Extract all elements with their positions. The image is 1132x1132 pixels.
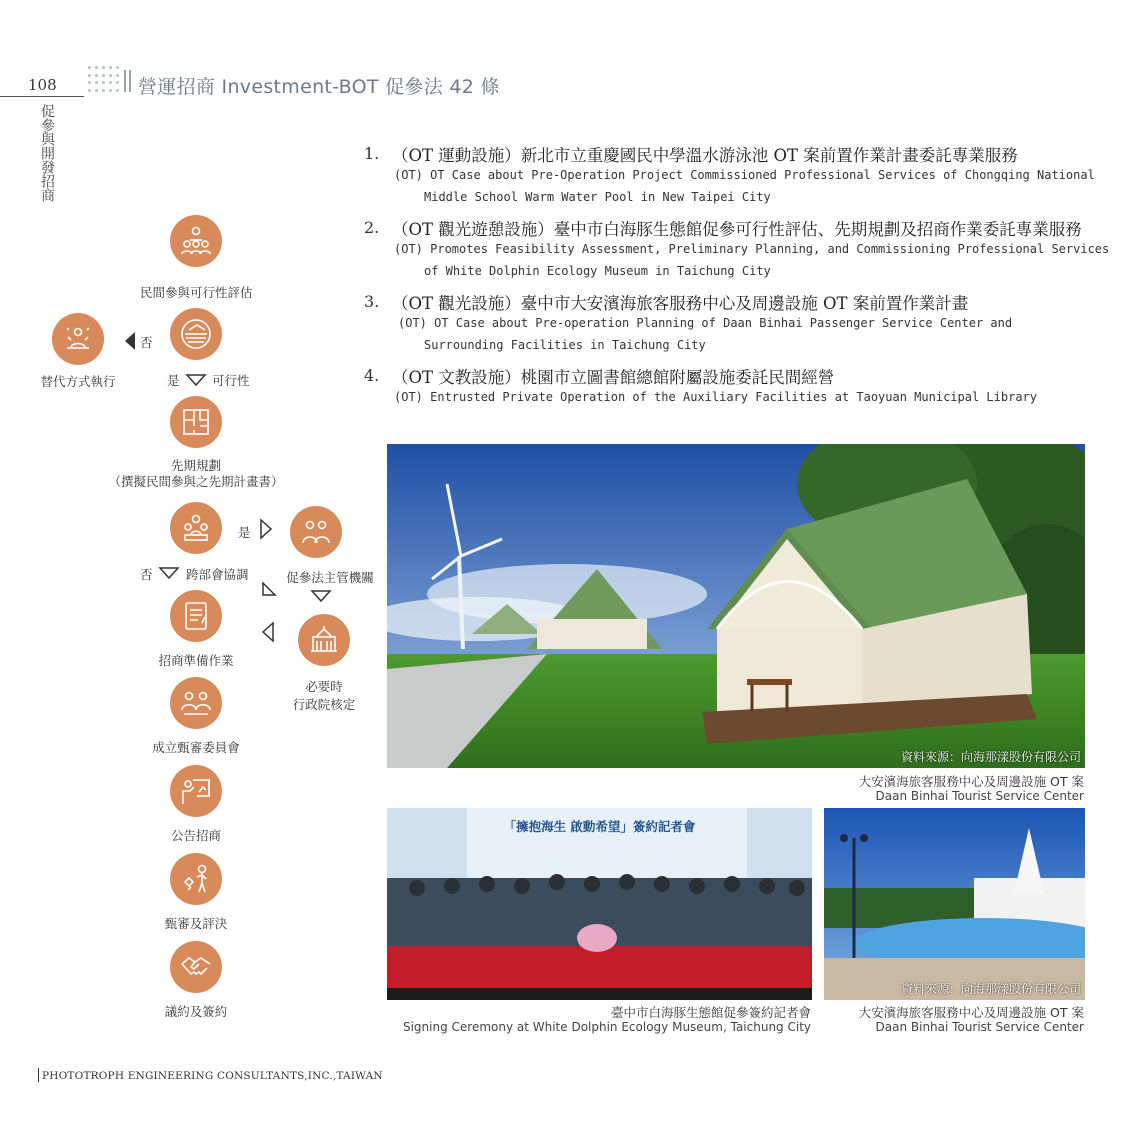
header-bars (124, 70, 134, 92)
photo-caption-en: Daan Binhai Tourist Service Center (875, 789, 1084, 803)
decision-yes-label: 是 (167, 373, 180, 388)
project-title-zh: （OT 文教設施）桃園市立圖書館總館附屬設施委託民間經營 (392, 368, 835, 387)
page-title: 營運招商 Investment-BOT 促參法 42 條 (138, 76, 500, 98)
project-title-en-cont: Middle School Warm Water Pool in New Taipei City (424, 190, 771, 204)
footer-rule (38, 1068, 39, 1082)
page-number: 108 (28, 76, 57, 94)
header-dot-pattern (88, 66, 122, 94)
arrow-down-no (159, 567, 179, 579)
project-title-en: (OT) Promotes Feasibility Assessment, Preliminary Planning, and Commissioning Professional Services (394, 242, 1110, 256)
floor-plan-icon (170, 396, 222, 448)
authority-label: 促參法主管機關 (286, 570, 374, 585)
project-number: 1. (364, 144, 380, 163)
ceremony-banner-text: 「擁抱海生 啟動希望」簽約記者會 (503, 819, 696, 834)
group-users-icon (170, 215, 222, 267)
arrow-left-no (125, 332, 135, 350)
project-title-en: (OT) OT Case about Pre-Operation Project Commissioned Professional Services of Chongqing National (394, 168, 1095, 182)
project-title-en: (OT) Entrusted Private Operation of the Auxiliary Facilities at Taoyuan Municipal Library (394, 390, 1037, 404)
arrow-left-executive (262, 622, 274, 642)
project-number: 3. (364, 292, 380, 311)
authority-officials-icon (290, 506, 342, 558)
photo-caption-zh: 臺中市白海豚生態館促參簽約記者會 (610, 1005, 811, 1020)
government-building-icon (298, 614, 350, 666)
executive-line1-label: 必要時 (305, 679, 343, 694)
step-preparation-label: 招商準備作業 (158, 653, 234, 668)
step-announcement-label: 公告招商 (170, 828, 221, 843)
project-title-zh: （OT 觀光設施）臺中市大安濱海旅客服務中心及周邊設施 OT 案前置作業計畫 (392, 294, 969, 313)
project-title-zh: （OT 運動設施）新北市立重慶國民中學溫水游泳池 OT 案前置作業計畫委託專業服務 (392, 146, 1018, 165)
photo-swimming-pool (824, 808, 1085, 1000)
arrow-diagonal (262, 582, 276, 596)
step-evaluation-label: 甄審及評決 (164, 916, 228, 931)
photo-credit: 資料來源：向海那漾股份有限公司 (900, 750, 1081, 764)
photo-caption-en: Daan Binhai Tourist Service Center (875, 1020, 1084, 1034)
photo-glamping-tents (387, 444, 1085, 768)
decision-no-label: 否 (140, 335, 153, 350)
step-contract-label: 議約及簽約 (164, 1004, 228, 1019)
project-title-en-cont: Surrounding Facilities in Taichung City (424, 338, 706, 352)
alternative-execution-label: 替代方式執行 (40, 374, 116, 389)
photo-caption-zh: 大安濱海旅客服務中心及周邊設施 OT 案 (858, 1005, 1084, 1020)
photo-caption-zh: 大安濱海旅客服務中心及周邊設施 OT 案 (858, 774, 1084, 789)
page-number-rule (0, 96, 84, 97)
handshake-icon (170, 941, 222, 993)
meeting-group-icon (170, 502, 222, 554)
project-number: 4. (364, 366, 380, 385)
photo-credit: 資料來源：向海那漾股份有限公司 (900, 982, 1081, 996)
footer-company: PHOTOTROPH ENGINEERING CONSULTANTS,INC.,TAIWAN (42, 1070, 383, 1082)
decision-yes2-label: 是 (238, 525, 251, 540)
checklist-icon (170, 590, 222, 642)
project-number: 2. (364, 218, 380, 237)
decision-no2-label: 否 (140, 567, 153, 582)
step-feasibility-label: 民間參與可行性評估 (140, 285, 253, 300)
arrow-down-authority (311, 590, 331, 602)
committee-icon (170, 677, 222, 729)
presentation-icon (170, 765, 222, 817)
project-title-en: (OT) OT Case about Pre-operation Planning of Daan Binhai Passenger Service Center and (398, 316, 1013, 330)
evaluation-icon (170, 853, 222, 905)
project-title-en-cont: of White Dolphin Ecology Museum in Taichung City (424, 264, 771, 278)
cross-department-label: 跨部會協調 (186, 567, 249, 582)
arrow-right-yes (260, 519, 272, 539)
executive-line2-label: 行政院核定 (292, 697, 356, 712)
arrow-down-feasible (186, 374, 206, 386)
step-committee-label: 成立甄審委員會 (152, 740, 240, 755)
photo-caption-en: Signing Ceremony at White Dolphin Ecology Museum, Taichung City (402, 1020, 811, 1034)
step-preliminary-planning-label: 先期規劃 （撰擬民間參與之先期計畫書） (108, 458, 284, 489)
photo-signing-ceremony (387, 808, 812, 1000)
decision-feasible-label: 可行性 (212, 373, 250, 388)
chapter-side-label: 促參與開發招商 (39, 104, 55, 202)
document-stack-icon (170, 308, 222, 360)
project-title-zh: （OT 觀光遊憩設施）臺中市白海豚生態館促參可行性評估、先期規劃及招商作業委託專業服務 (392, 220, 1082, 239)
meditation-person-icon (52, 313, 104, 365)
